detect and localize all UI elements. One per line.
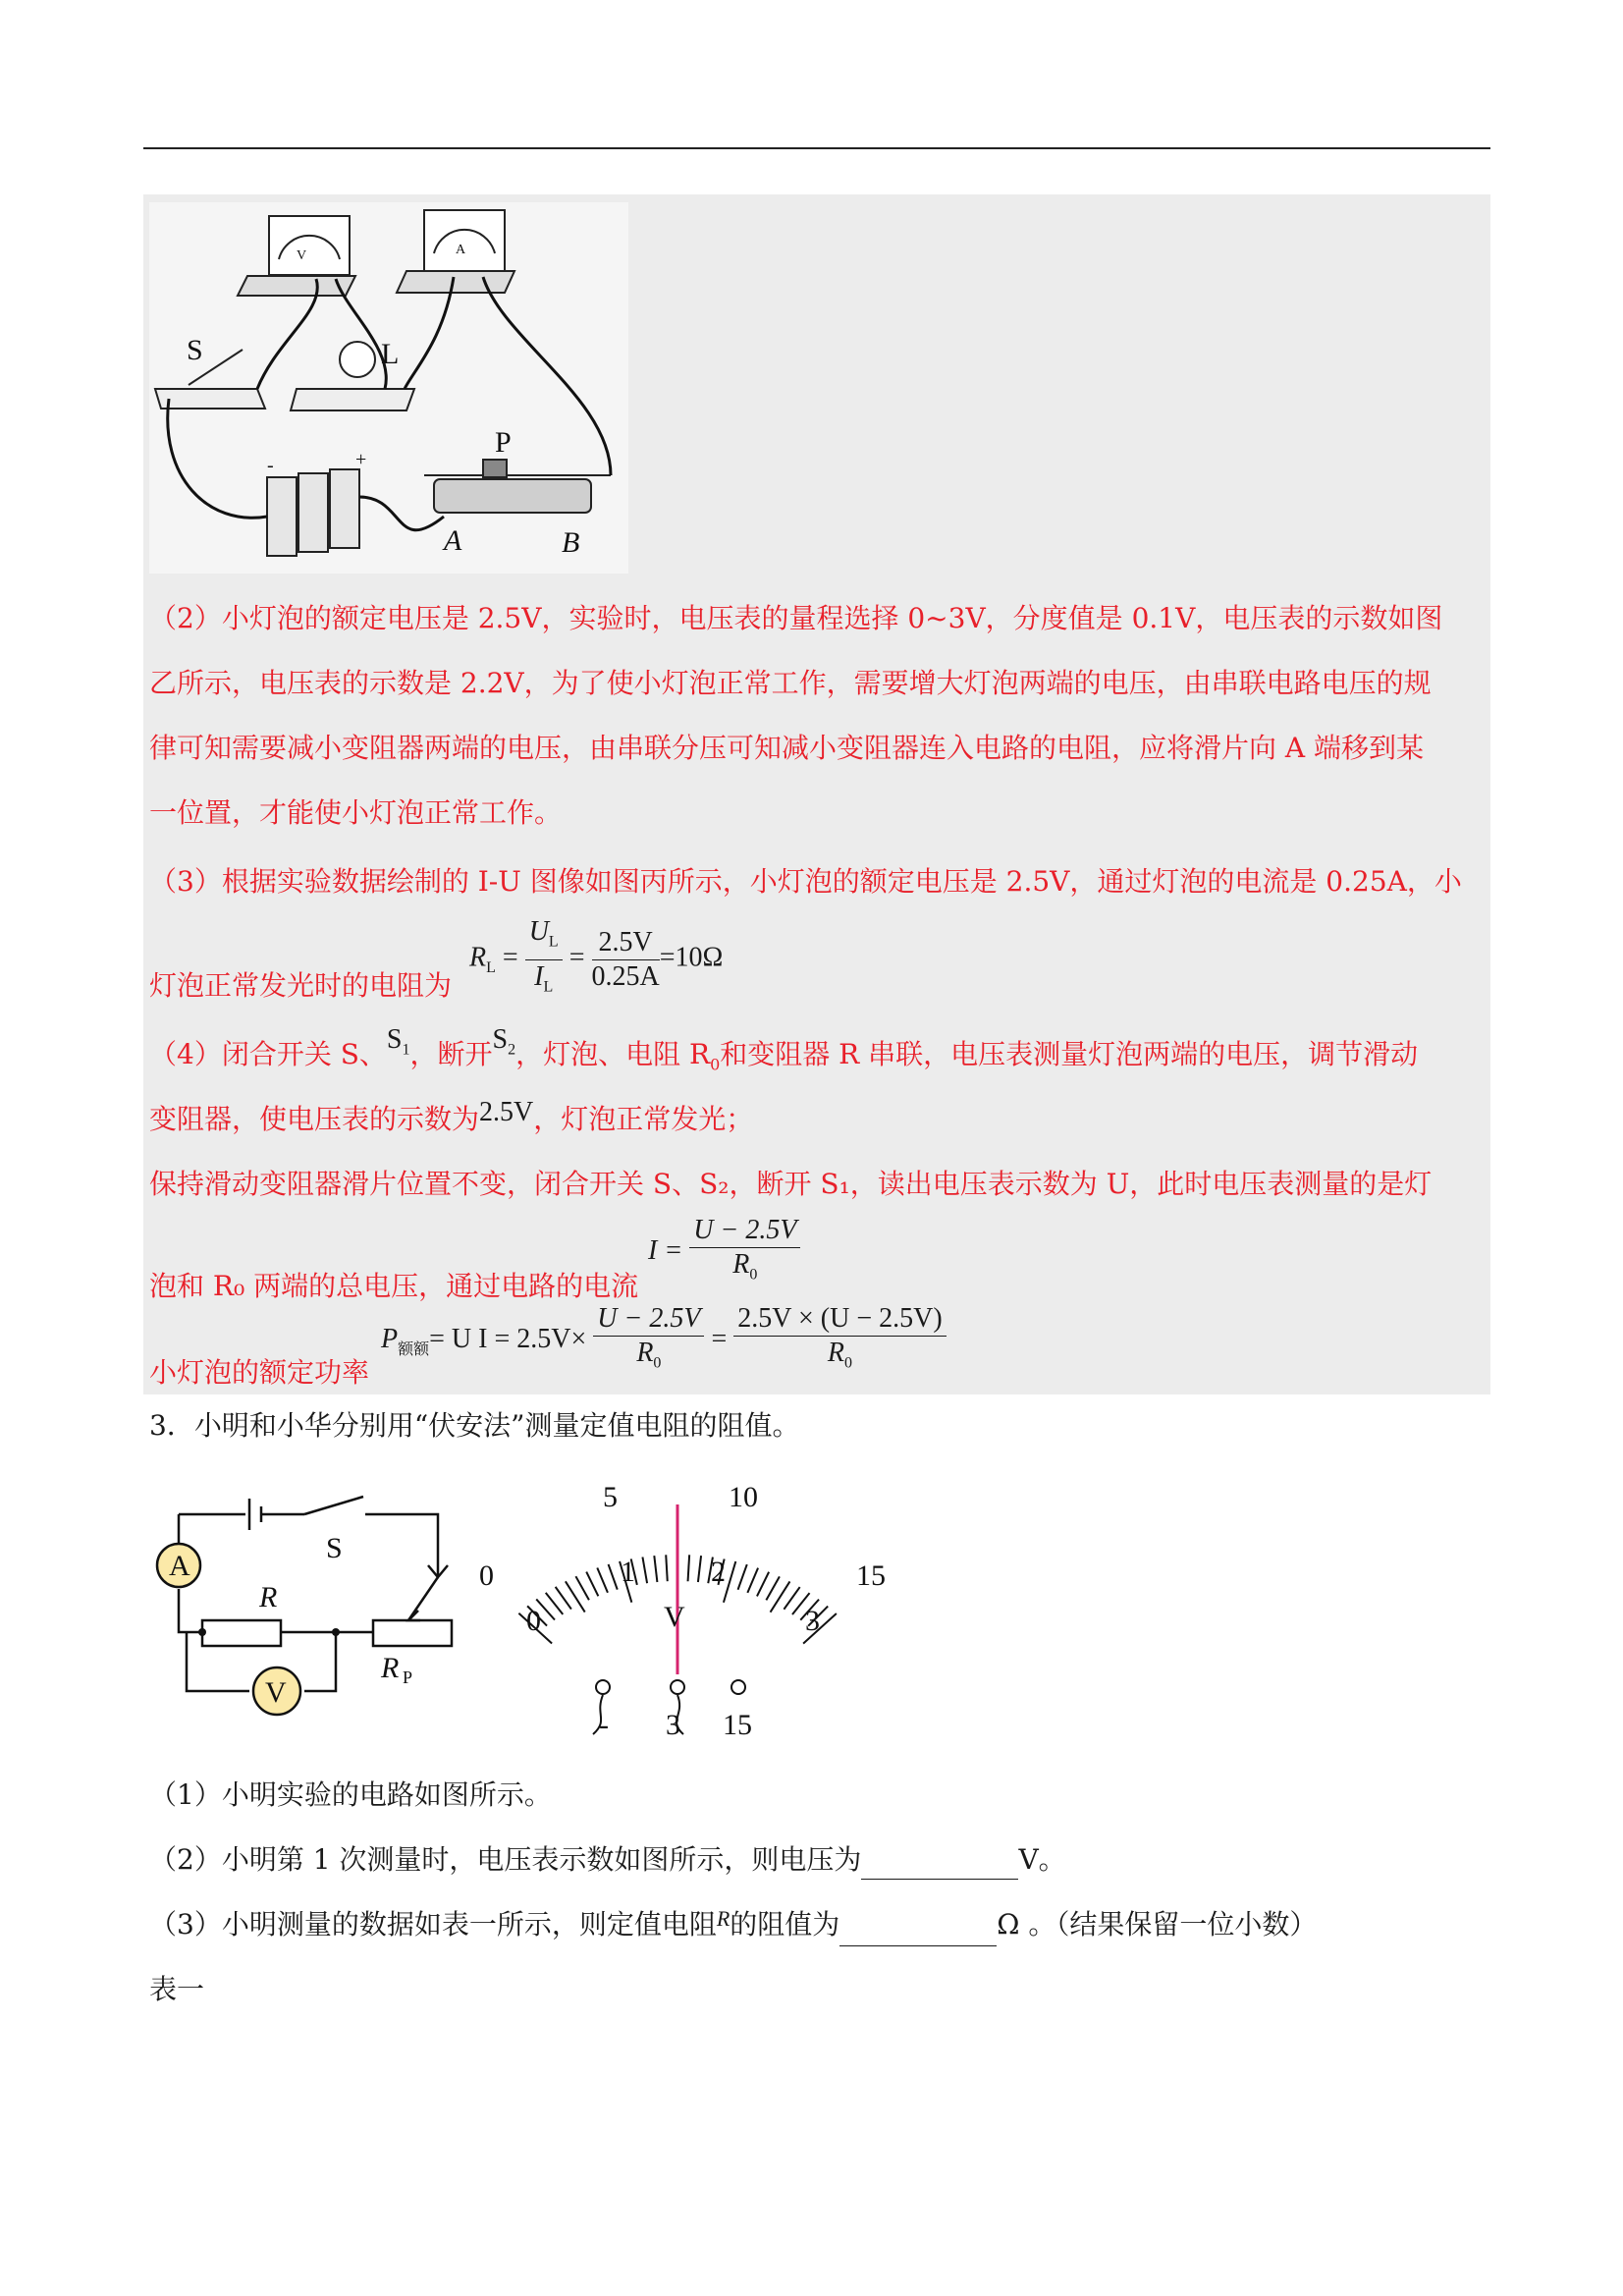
answer-p2-line3: 律可知需要减小变阻器两端的电压，由串联分压可知减小变阻器连入电路的电阻，应将滑片向 A 端移到某 [149, 732, 1425, 764]
question3-title: 3．小明和小华分别用“伏安法”测量定值电阻的阻值。 [149, 1409, 800, 1442]
label-plus: + [355, 449, 367, 470]
answer-p4-line5: 小灯泡的额定功率 [149, 1356, 370, 1389]
answer-p2-line1: （2）小灯泡的额定电压是 2.5V，实验时，电压表的量程选择 0~3V，分度值是 0.1V，电压表的示数如图 [149, 602, 1443, 634]
answer-blank-voltage[interactable] [861, 1849, 1018, 1880]
formula-power: $P_{额额}= U$ I = 2.5V× $\frac{U - 2.5V}{R_0}$ = $\frac{2.5V \times (U - 2.5V)}{R_0}$ [381, 1302, 947, 1381]
formula-current: I = $\frac{U - 2.5V}{R_0}$ [648, 1214, 800, 1292]
apparatus-figure [149, 202, 628, 574]
answer-p4-line4: 泡和 R₀ 两端的总电压，通过电路的电流 [149, 1270, 639, 1302]
dial-tick [698, 1556, 701, 1582]
question3-part2: （2）小明第 1 次测量时，电压表示数如图所示，则电压为 V。 [149, 1840, 1066, 1880]
answer-p4-line3: 保持滑动变阻器滑片位置不变，闭合开关 S、S₂，断开 S₁，读出电压表示数为 U，此时电压表测量的是灯 [149, 1168, 1433, 1200]
terminal-minus: - [599, 1709, 609, 1741]
header-rule [143, 147, 1490, 149]
dial-tick [747, 1568, 758, 1593]
dial-tick [784, 1587, 799, 1610]
switch-blade [304, 1497, 363, 1514]
dial-tick [766, 1576, 780, 1600]
circuit-label-rp-sub: P [403, 1667, 413, 1687]
label-end-a: A [444, 524, 462, 557]
inner-tick-3: 3 [805, 1605, 820, 1637]
dial-tick [642, 1557, 647, 1583]
answer-p2-line2: 乙所示，电压表的示数是 2.2V，为了使小灯泡正常工作，需要增大灯泡两端的电压，由串联电路电压的规 [149, 667, 1432, 699]
circuit-label-rp: R [381, 1652, 400, 1684]
question3-part1: （1）小明实验的电路如图所示。 [149, 1778, 552, 1811]
dial-tick [757, 1572, 769, 1597]
voltmeter-dial [471, 1463, 903, 1758]
answer-p3-line2: 灯泡正常发光时的电阻为 [149, 969, 453, 1002]
dial-tick [575, 1576, 589, 1600]
answer-blank-resistance[interactable] [839, 1916, 997, 1946]
dial-tick [609, 1564, 618, 1590]
dial-tick [654, 1556, 657, 1582]
label-minus: - [267, 455, 274, 476]
terminal-3: 3 [666, 1709, 680, 1741]
terminal-15: 15 [723, 1709, 752, 1741]
table-label: 表一 [149, 1973, 205, 2005]
label-lamp-l: L [381, 338, 400, 370]
label-voltmeter-v: V [297, 248, 307, 263]
dial-tick [666, 1555, 668, 1581]
battery-pack [267, 469, 359, 556]
question3-part3: （3）小明测量的数据如表一所示，则定值电阻$^R$的阻值为 Ω 。（结果保留一位小数） [149, 1905, 1317, 1946]
label-slider-p: P [495, 426, 512, 459]
answer-p3-line1: （3）根据实验数据绘制的 I-U 图像如图丙所示，小灯泡的额定电压是 2.5V，通过灯泡的电流是 0.25A，小 [149, 865, 1462, 898]
inner-tick-2: 2 [711, 1556, 726, 1588]
circuit-diagram [147, 1463, 461, 1748]
outer-tick-0: 0 [479, 1559, 494, 1592]
dial-unit: V [664, 1601, 685, 1633]
inner-tick-1: 1 [621, 1556, 635, 1588]
inner-tick-0: 0 [526, 1605, 541, 1637]
dial-tick [688, 1555, 690, 1581]
dial-tick [586, 1572, 598, 1597]
answer-p2-line4: 一位置，才能使小灯泡正常工作。 [149, 796, 563, 829]
circuit-label-s: S [326, 1532, 343, 1564]
dial-tick [597, 1568, 608, 1593]
outer-tick-15: 15 [856, 1559, 886, 1592]
label-ammeter-a: A [456, 243, 466, 257]
dial-tick [556, 1587, 571, 1610]
dial-tick [546, 1593, 564, 1614]
rheostat-rp [373, 1620, 452, 1646]
answer-p4-line1: （4）闭合开关 S、$S_1$，断开$S_2$，灯泡、电阻 $R_0$和变阻器 R 串联，电压表测量灯泡两端的电压，调节滑动 [149, 1024, 1419, 1074]
outer-tick-10: 10 [729, 1481, 758, 1513]
answer-p4-line2: 变阻器，使电压表的示数为2.5V，灯泡正常发光； [149, 1097, 754, 1135]
circuit-label-a: A [169, 1550, 190, 1582]
label-end-b: B [562, 526, 580, 559]
resistor-r [202, 1620, 281, 1646]
circuit-label-r: R [259, 1581, 278, 1613]
formula-resistance: $R_L$ = $\frac{U_L}{I_L}$ = $\frac{2.5V}{0.25A}$ =10Ω [469, 916, 724, 996]
dial-tick [738, 1564, 747, 1590]
label-switch-s: S [187, 334, 203, 366]
outer-tick-5: 5 [603, 1481, 618, 1513]
circuit-label-v: V [265, 1676, 287, 1709]
